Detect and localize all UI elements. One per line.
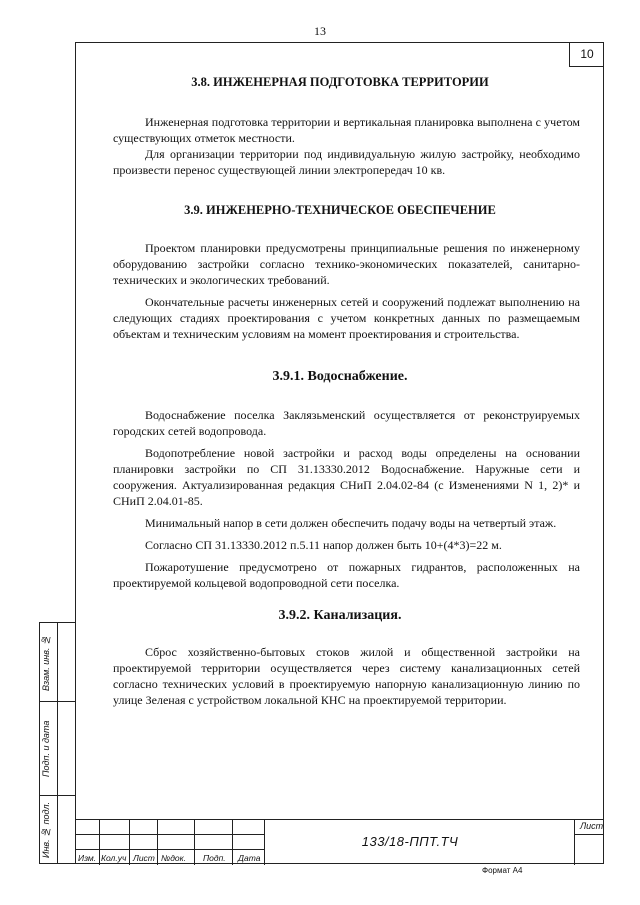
paragraph: Водоснабжение поселка Заклязьменский осуществляется от реконструируемых городских сетей водопровода. bbox=[113, 408, 580, 438]
side-stamp-vzam-label: Взам. инв. № bbox=[41, 635, 51, 691]
section-3-8-body bbox=[113, 114, 580, 178]
document-code: 133/18-ППТ.ТЧ bbox=[361, 834, 459, 849]
section-3-9-2-title: 3.9.2. Канализация. bbox=[278, 608, 402, 623]
paragraph: Пожаротушение предусмотрено от пожарных гидрантов, расположенных на проектируемой кольцевой водопроводной сети поселка. bbox=[113, 560, 580, 590]
sheet-number-box: 10 bbox=[569, 42, 604, 67]
col-data-label: Дата bbox=[238, 853, 261, 863]
col-ndok-label: №док. bbox=[161, 853, 187, 863]
paragraph: Окончательные расчеты инженерных сетей и сооружений подлежат выполнению на следующих стадиях проектирования с учетом конкретных данных по размещаемым объектам и техническим условиям на момент проектирования и строительства. bbox=[113, 295, 580, 341]
sheet-label: Лист bbox=[580, 821, 604, 831]
section-3-9-body bbox=[113, 240, 580, 342]
side-stamp-podp-data-label: Подп. и дата bbox=[41, 720, 51, 778]
section-3-8-title: 3.8. ИНЖЕНЕРНАЯ ПОДГОТОВКА ТЕРРИТОРИИ bbox=[191, 75, 489, 89]
col-kol-uch-label: Кол.уч bbox=[101, 853, 127, 863]
section-3-9-1-title: 3.9.1. Водоснабжение. bbox=[272, 369, 408, 384]
title-block bbox=[75, 819, 604, 864]
paragraph: Для организации территории под индивидуальную жилую застройку, необходимо произвести перенос существующей линии электропередач 10 кв. bbox=[113, 147, 580, 177]
side-stamp bbox=[39, 622, 75, 864]
section-3-9-title: 3.9. ИНЖЕНЕРНО-ТЕХНИЧЕСКОЕ ОБЕСПЕЧЕНИЕ bbox=[184, 203, 496, 217]
section-3-9-2-body bbox=[113, 644, 580, 708]
col-list-label: Лист bbox=[133, 853, 155, 863]
paragraph: Минимальный напор в сети должен обеспечить подачу воды на четвертый этаж. bbox=[145, 516, 557, 530]
paragraph: Инженерная подготовка территории и вертикальная планировка выполнена с учетом существующих отметок местности. bbox=[113, 115, 580, 145]
paragraph: Водопотребление новой застройки и расход воды определены на основании планировки застройки по СП 31.13330.2012 Водоснабжение. Наружные сети и сооружения. Актуализированная редакция СНиП 2.04.02-84 (с Изменениями N 1, 2)* и СНиП 2.04.01-85. bbox=[113, 446, 580, 508]
side-stamp-inv-podl-label: Инв. № подл. bbox=[41, 801, 51, 859]
page-number: 13 bbox=[314, 24, 326, 38]
col-podp-label: Подп. bbox=[203, 853, 226, 863]
col-izm-label: Изм. bbox=[78, 853, 97, 863]
section-3-9-1-body bbox=[113, 407, 580, 591]
format-label: Формат А4 bbox=[482, 866, 523, 875]
paragraph: Сброс хозяйственно-бытовых стоков жилой и общественной застройки на проектируемой территории осуществляется через систему канализационных сетей согласно технических условий в проектируемую напорную канализационную линию по улице Зеленая с устройством локальной КНС на проектируемой территории. bbox=[113, 645, 580, 707]
paragraph: Проектом планировки предусмотрены принципиальные решения по инженерному оборудованию застройки согласно технико-экономических показателей, санитарно-технических и экологических требований. bbox=[113, 241, 580, 287]
paragraph: Согласно СП 31.13330.2012 п.5.11 напор должен быть 10+(4*3)=22 м. bbox=[145, 538, 502, 552]
